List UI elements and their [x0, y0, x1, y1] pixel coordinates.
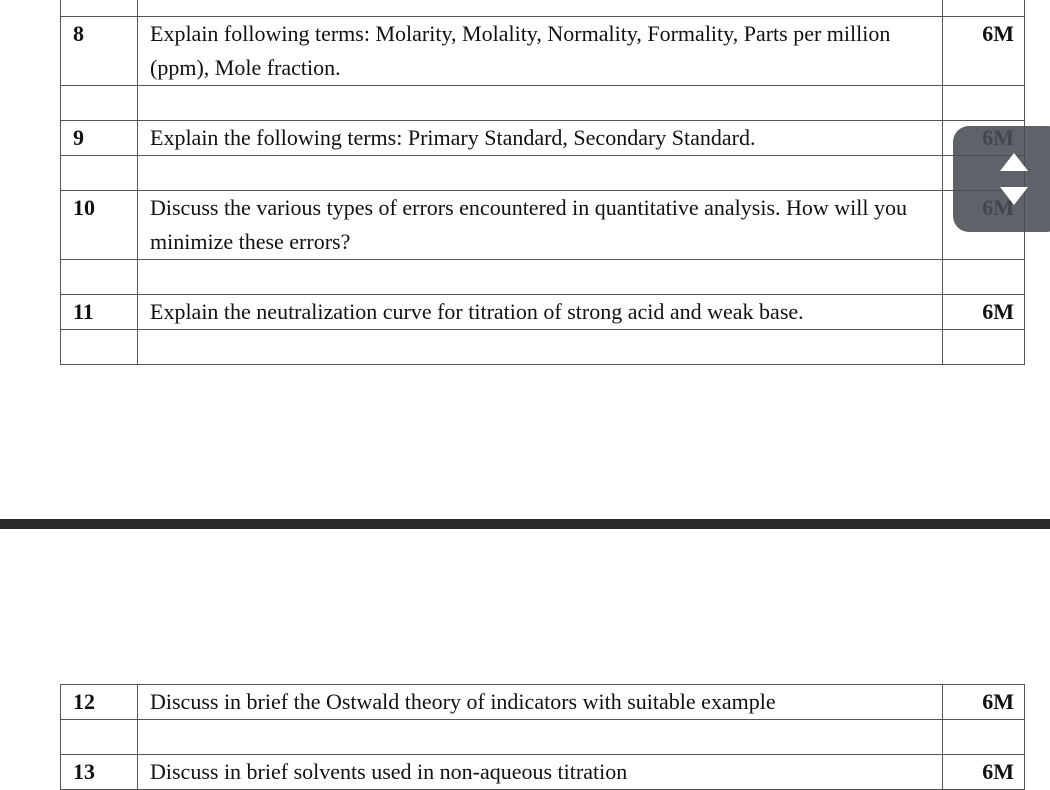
question-text — [138, 0, 943, 17]
table-row — [61, 121, 1025, 156]
question-marks — [943, 0, 1025, 17]
question-number — [61, 0, 138, 17]
page-divider — [0, 519, 1050, 529]
question-text: Explain following terms: Molarity, Molality, Normality, Formality, Parts per million (ppm), Mole fraction. — [138, 17, 943, 86]
table-row — [61, 720, 1025, 755]
question-number — [61, 720, 138, 755]
table-row — [61, 260, 1025, 295]
question-text — [138, 156, 943, 191]
table-row — [61, 685, 1025, 720]
question-text — [138, 86, 943, 121]
scroll-down-button[interactable] — [999, 184, 1029, 208]
table-row — [61, 156, 1025, 191]
question-marks: 6M — [943, 295, 1025, 330]
page-nav-widget — [953, 126, 1050, 232]
question-text: Discuss in brief the Ostwald theory of indicators with suitable example — [138, 685, 943, 720]
question-number — [61, 260, 138, 295]
question-text — [138, 720, 943, 755]
question-number — [61, 156, 138, 191]
question-number — [61, 86, 138, 121]
table-row — [61, 755, 1025, 790]
question-text: Explain the following terms: Primary Standard, Secondary Standard. — [138, 121, 943, 156]
table-row — [61, 0, 1025, 17]
question-number: 12 — [61, 685, 138, 720]
question-text: Discuss the various types of errors encountered in quantitative analysis. How will you minimize these errors? — [138, 191, 943, 260]
triangle-down-icon — [999, 184, 1029, 208]
question-text: Discuss in brief solvents used in non-aqueous titration — [138, 755, 943, 790]
question-marks — [943, 720, 1025, 755]
question-number — [61, 330, 138, 365]
question-number: 13 — [61, 755, 138, 790]
question-marks: 6M — [943, 685, 1025, 720]
question-number: 11 — [61, 295, 138, 330]
scroll-up-button[interactable] — [999, 150, 1029, 174]
table-row — [61, 330, 1025, 365]
question-table-bottom — [60, 684, 1025, 790]
question-number: 10 — [61, 191, 138, 260]
question-marks — [943, 260, 1025, 295]
question-marks: 6M — [943, 755, 1025, 790]
question-number: 9 — [61, 121, 138, 156]
question-text — [138, 260, 943, 295]
question-text — [138, 330, 943, 365]
question-marks — [943, 86, 1025, 121]
question-marks — [943, 330, 1025, 365]
table-row — [61, 295, 1025, 330]
table-row — [61, 17, 1025, 86]
table-row — [61, 86, 1025, 121]
triangle-up-icon — [999, 150, 1029, 174]
question-table-top — [60, 0, 1025, 365]
question-number: 8 — [61, 17, 138, 86]
table-row — [61, 191, 1025, 260]
question-marks: 6M — [943, 17, 1025, 86]
question-text: Explain the neutralization curve for titration of strong acid and weak base. — [138, 295, 943, 330]
